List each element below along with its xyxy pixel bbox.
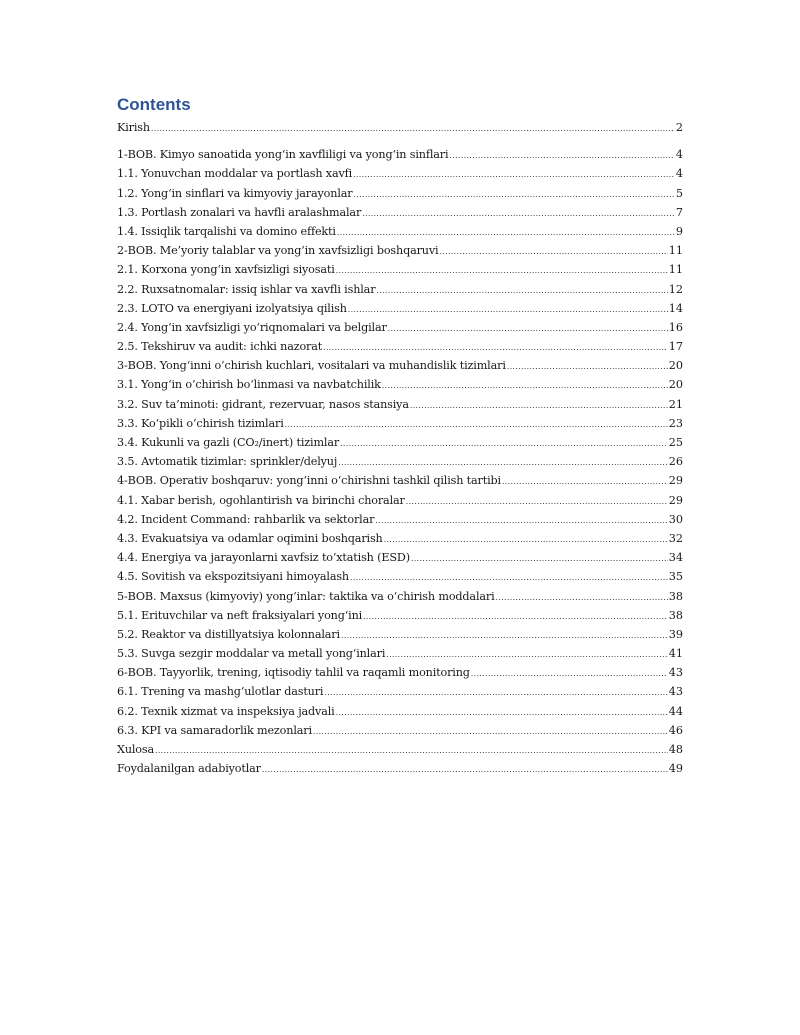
toc-entry-title: Foydalanilgan adabiyotlar (117, 762, 261, 776)
toc-entry[interactable] (117, 471, 683, 490)
toc-entry-page-number: 4 (675, 167, 683, 181)
toc-heading: Contents (117, 95, 191, 114)
toc-entry-title: 4.3. Evakuatsiya va odamlar oqimini boshqarish (117, 531, 383, 545)
toc-entry-title: 4.5. Sovitish va ekspozitsiyani himoyalash (117, 570, 349, 584)
toc-entry[interactable] (117, 241, 683, 260)
toc-dot-leader (362, 204, 675, 223)
toc-entry-page-number: 39 (668, 627, 683, 641)
toc-dot-leader (471, 664, 668, 683)
toc-dot-leader (411, 549, 668, 568)
toc-entry-page-number: 20 (668, 359, 683, 373)
toc-entry[interactable] (117, 644, 683, 663)
toc-entry-page-number: 34 (668, 551, 683, 565)
toc-dot-leader (285, 415, 668, 434)
toc-entry-page-number: 2 (675, 121, 683, 134)
toc-entry[interactable] (117, 145, 683, 164)
toc-dot-leader (324, 683, 667, 702)
toc-entry[interactable] (117, 375, 683, 394)
toc-dot-leader (410, 396, 668, 415)
toc-entry-title: 1.4. Issiqlik tarqalishi va domino effekti (117, 224, 336, 238)
toc-entry[interactable] (117, 203, 683, 222)
toc-entry-page-number: 5 (675, 186, 683, 200)
toc-dot-leader (388, 319, 668, 338)
toc-dot-leader (336, 261, 668, 280)
toc-dot-leader (375, 511, 667, 530)
toc-entry-page-number: 44 (668, 704, 683, 718)
toc-dot-leader (348, 300, 668, 319)
toc-dot-leader (502, 472, 668, 491)
toc-entry-page-number: 14 (668, 301, 683, 315)
toc-dot-leader (262, 760, 668, 779)
toc-entry-title: 3.2. Suv ta’minoti: gidrant, rezervuar, nasos stansiya (117, 397, 409, 411)
toc-dot-leader (341, 626, 668, 645)
toc-entry[interactable] (117, 510, 683, 529)
toc-entry[interactable] (117, 548, 683, 567)
toc-dot-leader (382, 376, 668, 395)
toc-entry[interactable] (117, 414, 683, 433)
toc-entry-title: 1.1. Yonuvchan moddalar va portlash xavfi (117, 167, 353, 181)
toc-entry[interactable] (117, 702, 683, 721)
toc-entry-title: 2.4. Yong‘in xavfsizligi yo‘riqnomalari va belgilar (117, 320, 387, 334)
toc-entry-page-number: 43 (668, 666, 683, 680)
toc-entry-title: 3.3. Ko‘pikli o‘chirish tizimlari (117, 416, 284, 430)
toc-dot-leader (151, 119, 675, 138)
toc-entry[interactable] (117, 280, 683, 299)
toc-entry[interactable] (117, 740, 683, 759)
toc-entry[interactable] (117, 491, 683, 510)
toc-entry-title: 3.1. Yong‘in o‘chirish bo‘linmasi va navbatchilik (117, 378, 381, 392)
toc-entry[interactable] (117, 337, 683, 356)
toc-entry-page-number: 17 (668, 340, 683, 354)
toc-entry-title: 1.2. Yong‘in sinflari va kimyoviy jarayonlar (117, 186, 353, 200)
toc-dot-leader (338, 453, 668, 472)
toc-dot-leader (340, 434, 668, 453)
toc-entry-title: 6.2. Texnik xizmat va inspeksiya jadvali (117, 704, 335, 718)
toc-entry-page-number: 16 (668, 320, 683, 334)
toc-entry-title: 2.1. Korxona yong‘in xavfsizligi siyosati (117, 263, 335, 277)
toc-entry[interactable] (117, 452, 683, 471)
toc-entry[interactable] (117, 164, 683, 183)
toc-entry-page-number: 23 (668, 416, 683, 430)
toc-entry-page-number: 21 (668, 397, 683, 411)
toc-list (117, 118, 683, 778)
toc-entry-page-number: 43 (668, 685, 683, 699)
toc-entry-page-number: 25 (668, 436, 683, 449)
toc-entry-title: 1.3. Portlash zonalari va havfli aralashmalar (117, 205, 362, 219)
toc-entry-page-number: 41 (668, 647, 683, 661)
toc-entry-page-number: 38 (668, 589, 683, 603)
toc-entry-title: 6-BOB. Tayyorlik, trening, iqtisodiy tahlil va raqamli monitoring (117, 666, 470, 680)
toc-entry-title: 5.3. Suvga sezgir moddalar va metall yong‘inlari (117, 647, 386, 661)
toc-dot-leader (439, 242, 667, 261)
toc-dot-leader (406, 492, 668, 511)
toc-entry[interactable] (117, 118, 683, 137)
toc-entry[interactable] (117, 433, 683, 452)
toc-entry[interactable] (117, 625, 683, 644)
toc-entry-page-number: 49 (668, 762, 683, 776)
toc-dot-leader (386, 645, 667, 664)
toc-entry-title: 2-BOB. Me’yoriy talablar va yong‘in xavfsizligi boshqaruvi (117, 244, 439, 258)
toc-entry-title: 4.1. Xabar berish, ogohlantirish va birinchi choralar (117, 493, 405, 507)
toc-entry-page-number: 7 (675, 205, 683, 219)
toc-dot-leader (313, 722, 668, 741)
toc-dot-leader (384, 530, 668, 549)
toc-dot-leader (449, 146, 674, 165)
toc-entry-page-number: 4 (675, 148, 683, 162)
toc-entry-title: 5.1. Erituvchilar va neft fraksiyalari yong‘ini (117, 608, 363, 622)
toc-dot-leader (353, 165, 675, 184)
toc-entry-page-number: 29 (668, 474, 683, 488)
toc-entry-page-number: 11 (668, 263, 683, 277)
toc-entry-page-number: 38 (668, 608, 683, 622)
toc-entry-title: 5-BOB. Maxsus (kimyoviy) yong‘inlar: taktika va o‘chirish moddalari (117, 589, 495, 603)
toc-entry-page-number: 48 (668, 743, 683, 756)
toc-entry-page-number: 20 (668, 378, 683, 392)
toc-entry-page-number: 12 (668, 282, 683, 296)
toc-entry[interactable] (117, 184, 683, 203)
toc-entry-title: 2.3. LOTO va energiyani izolyatsiya qilish (117, 301, 347, 315)
toc-entry-title: 3.4. Kukunli va gazli (CO₂/inert) tizimlar (117, 436, 340, 449)
toc-dot-leader (155, 741, 668, 760)
toc-entry[interactable] (117, 299, 683, 318)
toc-entry[interactable] (117, 721, 683, 740)
toc-entry-title: 3.5. Avtomatik tizimlar: sprinkler/delyuj (117, 455, 338, 469)
toc-entry[interactable] (117, 222, 683, 241)
toc-entry[interactable] (117, 260, 683, 279)
toc-entry-title: 4.2. Incident Command: rahbarlik va sektorlar (117, 512, 375, 526)
toc-dot-leader (337, 223, 675, 242)
toc-dot-leader (353, 185, 674, 204)
toc-entry-title: 2.5. Tekshiruv va audit: ichki nazorat (117, 340, 323, 354)
toc-dot-leader (323, 338, 668, 357)
toc-entry-page-number: 26 (668, 455, 683, 469)
toc-dot-leader (496, 588, 668, 607)
toc-entry[interactable] (117, 529, 683, 548)
toc-entry-page-number: 11 (668, 244, 683, 258)
toc-dot-leader (350, 568, 668, 587)
toc-entry-title: 4.4. Energiya va jarayonlarni xavfsiz to‘xtatish (ESD) (117, 551, 410, 565)
toc-entry[interactable] (117, 759, 683, 778)
toc-entry[interactable] (117, 567, 683, 586)
toc-dot-leader (336, 703, 668, 722)
toc-entry-title: 5.2. Reaktor va distillyatsiya kolonnalari (117, 627, 340, 641)
toc-dot-leader (376, 281, 667, 300)
toc-entry[interactable] (117, 587, 683, 606)
toc-entry[interactable] (117, 606, 683, 625)
toc-entry-title: 2.2. Ruxsatnomalar: issiq ishlar va xavfli ishlar (117, 282, 376, 296)
toc-entry-page-number: 35 (668, 570, 683, 584)
toc-entry[interactable] (117, 318, 683, 337)
toc-entry-page-number: 9 (675, 224, 683, 238)
toc-entry-title: Xulosa (117, 743, 154, 756)
toc-dot-leader (363, 607, 668, 626)
toc-entry-title: 4-BOB. Operativ boshqaruv: yong‘inni o‘chirishni tashkil qilish tartibi (117, 474, 501, 488)
toc-entry-page-number: 32 (668, 531, 683, 545)
toc-entry-title: 6.1. Trening va mashg‘ulotlar dasturi (117, 685, 324, 699)
toc-entry-page-number: 29 (668, 493, 683, 507)
toc-entry[interactable] (117, 395, 683, 414)
toc-entry-page-number: 30 (668, 512, 683, 526)
toc-entry[interactable] (117, 356, 683, 375)
toc-entry-title: Kirish (117, 121, 150, 134)
toc-entry-title: 6.3. KPI va samaradorlik mezonlari (117, 723, 312, 737)
toc-entry[interactable] (117, 663, 683, 682)
toc-entry-page-number: 46 (668, 723, 683, 737)
toc-entry-title: 3-BOB. Yong‘inni o‘chirish kuchlari, vositalari va muhandislik tizimlari (117, 359, 506, 373)
toc-entry-title: 1-BOB. Kimyo sanoatida yong‘in xavfliligi va yong‘in sinflari (117, 148, 449, 162)
toc-dot-leader (507, 357, 668, 376)
toc-entry[interactable] (117, 682, 683, 701)
